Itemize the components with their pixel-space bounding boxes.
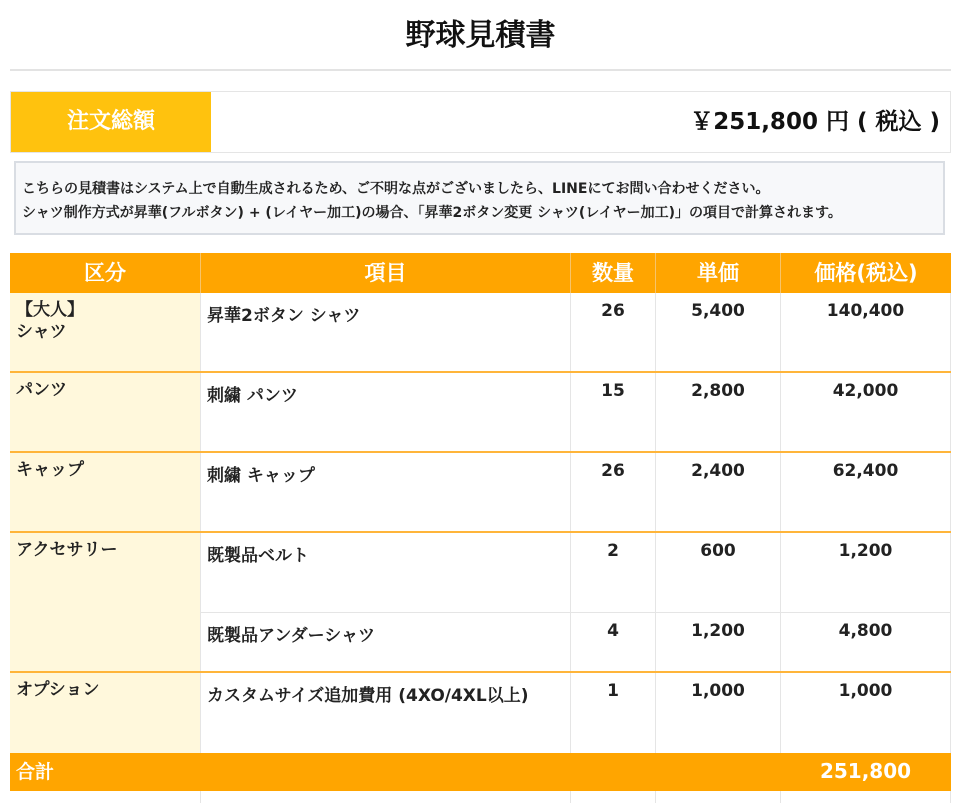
notice-line-2: シャツ制作方式が昇華(フルボタン) + (レイヤー加工)の場合、「昇華2ボタン変更 シャツ(レイヤー加工)」の項目で計算されます。 [22,205,842,221]
column-header-unit: 単価 [655,253,780,293]
table-row [200,373,951,451]
order-total-box [10,91,951,153]
qty-cell: 1 [570,673,655,753]
table-row [200,673,951,753]
table-footer-gridlines [10,791,951,803]
item-cell: 刺繍 キャップ [200,453,570,531]
category-cell-shirts: 【大人】 シャツ [10,293,200,371]
price-cell: 1,000 [780,673,951,753]
unit-price-cell: 2,400 [655,453,780,531]
notice-box [14,161,945,235]
item-cell: 昇華2ボタン シャツ [200,293,570,371]
unit-price-cell: 5,400 [655,293,780,371]
unit-price-cell: 1,000 [655,673,780,753]
order-total-amount: ￥251,800 円 ( 税込 ) [690,109,940,135]
column-header-price: 価格(税込) [780,253,951,293]
category-cell-pants: パンツ [10,373,200,451]
price-cell: 4,800 [780,613,951,671]
table-row [200,453,951,531]
unit-price-cell: 600 [655,533,780,612]
category-cell-accessories: アクセサリー [10,533,200,671]
summary-value: 251,800 [819,759,912,783]
qty-cell: 26 [570,453,655,531]
column-header-qty: 数量 [570,253,655,293]
category-cell-cap: キャップ [10,453,200,531]
column-header-category: 区分 [84,261,126,285]
qty-cell: 2 [570,533,655,612]
price-cell: 1,200 [780,533,951,612]
grid-line [655,791,656,803]
qty-cell: 4 [570,613,655,671]
table-header [10,253,951,293]
item-cell: 既製品アンダーシャツ [200,613,570,671]
order-total-label: 注文総額 [11,92,211,152]
price-cell: 62,400 [780,453,951,531]
table-row [200,533,951,612]
grid-line [200,791,201,803]
page-title: 野球見積書 [405,18,556,53]
item-cell: カスタムサイズ追加費用 (4XO/4XL以上) [200,673,570,753]
grid-line [950,791,951,803]
notice-line-1: こちらの見積書はシステム上で自動生成されるため、ご不明な点がございましたら、LINEにてお問い合わせください。 [22,181,770,197]
summary-row [10,753,951,791]
item-cell: 既製品ベルト [200,533,570,612]
grid-line [780,791,781,803]
category-cell-options: オプション [10,673,200,753]
column-header-item: 項目 [200,253,570,293]
unit-price-cell: 2,800 [655,373,780,451]
table-row [200,613,951,671]
item-cell: 刺繍 パンツ [200,373,570,451]
summary-label: 合計 [16,761,55,783]
price-cell: 140,400 [780,293,951,371]
qty-cell: 26 [570,293,655,371]
qty-cell: 15 [570,373,655,451]
grid-line [570,791,571,803]
price-cell: 42,000 [780,373,951,451]
table-row [200,293,951,371]
unit-price-cell: 1,200 [655,613,780,671]
title-divider [10,69,951,71]
